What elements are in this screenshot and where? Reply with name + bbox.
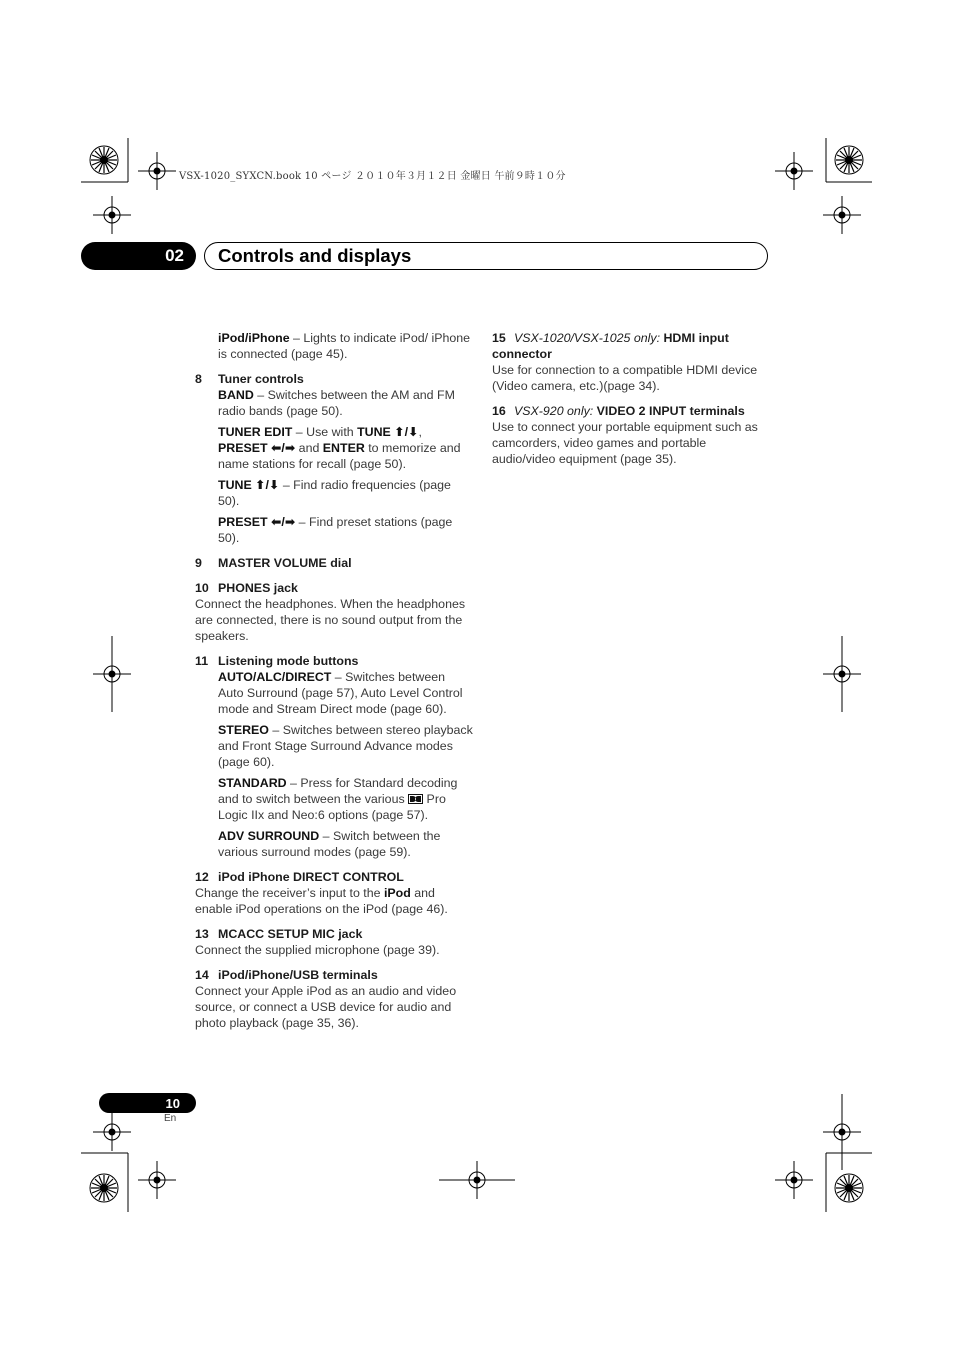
item-8-tuner-controls [195, 371, 473, 546]
standard-label: STANDARD [218, 776, 287, 790]
chapter-title-box [204, 242, 768, 270]
item-description: Connect the headphones. When the headphones are connected, there is no sound output from the speakers. [195, 597, 466, 643]
page-number: 10 [165, 1095, 180, 1111]
item-number: 9 [195, 556, 202, 570]
ipod-indicator-text: – Lights to indicate iPod/ iPhone is connected (page 45). [218, 331, 471, 361]
tune-label: TUNE ⬆/⬇ [357, 425, 419, 439]
item-title: Listening mode buttons [218, 654, 359, 668]
left-column [195, 330, 473, 1040]
stereo-text: – Switches between stereo playback and Front Stage Surround Advance modes (page 60). [218, 723, 473, 769]
page-language: En [164, 1113, 177, 1124]
item-14-usb-terminals [195, 967, 473, 1031]
item-description: Connect the supplied microphone (page 39). [195, 943, 440, 957]
band-text: – Switches between the AM and FM radio bands (page 50). [218, 388, 455, 418]
item-12-ipod-direct-control [195, 869, 473, 917]
tuner-edit-text-3: and [295, 441, 323, 455]
chapter-number-tab [81, 242, 196, 270]
tuner-edit-text-4: to memorize and name stations for recall (page 50). [218, 441, 461, 471]
item-description: Use for connection to a compatible HDMI device (Video camera, etc.)(page 34). [492, 363, 758, 393]
band-label: BAND [218, 388, 254, 402]
model-note: VSX-920 only: [514, 404, 594, 418]
item-title: MCACC SETUP MIC jack [218, 927, 363, 941]
item-title: MASTER VOLUME dial [218, 556, 352, 570]
item-title: iPod/iPhone/USB terminals [218, 968, 378, 982]
tuner-edit-text-2: , [418, 425, 422, 439]
standard-description [195, 775, 473, 823]
adv-surround-text: – Switch between the various surround modes (page 59). [218, 829, 441, 859]
item-description [195, 885, 473, 917]
tune-label: TUNE ⬆/⬇ [218, 478, 280, 492]
item-description-text-2: and enable iPod operations on the iPod (page 46). [195, 886, 448, 916]
item-number: 14 [195, 968, 209, 982]
item-number: 13 [195, 927, 209, 941]
item-number: 11 [195, 654, 209, 668]
tune-text: – Find radio frequencies (page 50). [218, 478, 451, 508]
auto-alc-direct-description [195, 669, 473, 717]
item-16-video2-input [492, 403, 772, 467]
item-description-text-1: Change the receiver’s input to the [195, 886, 384, 900]
item-9-master-volume [195, 555, 473, 571]
adv-surround-description [195, 828, 473, 860]
auto-alc-direct-text: – Switches between Auto Surround (page 57), Auto Level Control mode and Stream Direct mode (page 60). [218, 670, 463, 716]
item-13-mcacc-mic-jack [195, 926, 473, 958]
preset-description [195, 514, 473, 546]
item-number: 8 [195, 372, 202, 386]
chapter-number: 02 [165, 246, 184, 265]
adv-surround-label: ADV SURROUND [218, 829, 320, 843]
item-15-hdmi-input [492, 330, 772, 394]
stereo-label: STEREO [218, 723, 269, 737]
model-note: VSX-1020/VSX-1025 only: [514, 331, 661, 345]
item-description: Use to connect your portable equipment such as camcorders, video games and portable audio/video equipment (page 35). [492, 420, 758, 466]
dolby-double-d-icon [408, 794, 423, 804]
item-number: 12 [195, 870, 209, 884]
item-title: VIDEO 2 INPUT terminals [596, 404, 745, 418]
tuner-edit-label: TUNER EDIT [218, 425, 293, 439]
band-description [195, 387, 473, 419]
stereo-description [195, 722, 473, 770]
item-number: 15 [492, 331, 506, 345]
item-title: PHONES jack [218, 581, 298, 595]
tuner-edit-text-1: – Use with [292, 425, 358, 439]
right-column [492, 330, 772, 476]
tuner-edit-description [195, 424, 473, 472]
item-title: Tuner controls [218, 372, 304, 386]
ipod-indicator-title: iPod/iPhone [218, 331, 290, 345]
item-description: Connect your Apple iPod as an audio and video source, or connect a USB device for audio and photo playback (page 35, 36). [195, 984, 457, 1030]
item-title: iPod iPhone DIRECT CONTROL [218, 870, 404, 884]
preset-label: PRESET ⬅/➡ [218, 441, 296, 455]
item-10-phones-jack [195, 580, 473, 644]
page-number-tab [99, 1093, 196, 1113]
book-file-header: VSX-1020_SYXCN.book 10 ページ ２０１０年３月１２日 金曜日 午前９時１０分 [179, 171, 566, 182]
tune-description [195, 477, 473, 509]
item-11-listening-mode-buttons [195, 653, 473, 860]
item-title: HDMI input connector [492, 331, 729, 361]
preset-label: PRESET ⬅/➡ [218, 515, 296, 529]
item-number: 16 [492, 404, 506, 418]
standard-text-2: Pro Logic IIx and Neo:6 options (page 57). [218, 792, 446, 822]
enter-label: ENTER [322, 441, 365, 455]
chapter-title: Controls and displays [218, 245, 412, 266]
ipod-input-label: iPod [383, 886, 411, 900]
ipod-indicator-description [195, 330, 473, 362]
preset-text: – Find preset stations (page 50). [218, 515, 453, 545]
standard-text-1: – Press for Standard decoding and to switch between the various [218, 776, 458, 806]
item-number: 10 [195, 581, 209, 595]
auto-alc-direct-label: AUTO/ALC/DIRECT [218, 670, 332, 684]
